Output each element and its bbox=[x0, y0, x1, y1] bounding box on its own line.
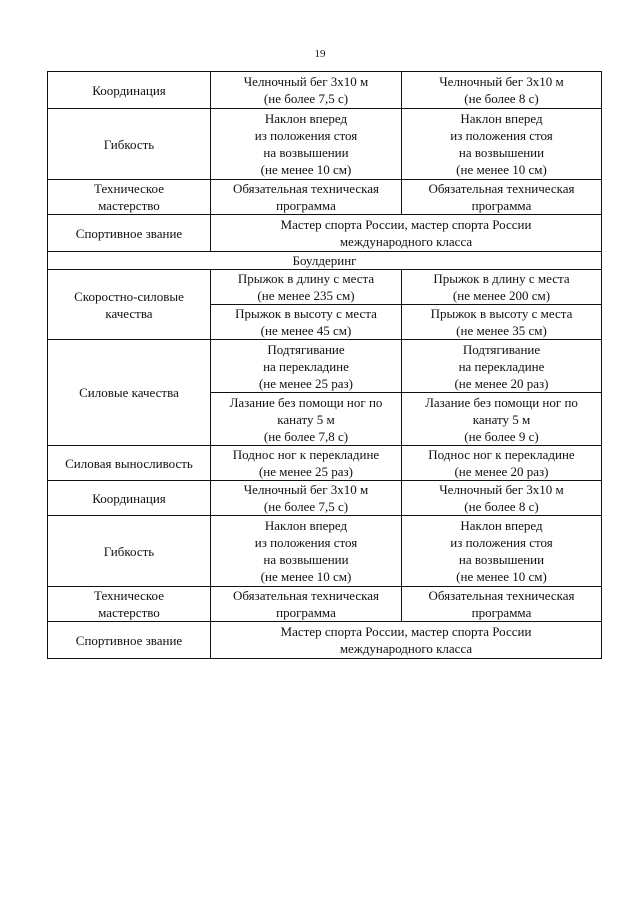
quality-cell: Скоростно-силовые качества bbox=[48, 270, 211, 340]
standard-cell: Подтягивание на перекладине (не менее 20 раз) bbox=[402, 340, 602, 393]
standard-cell: Поднос ног к перекладине (не менее 25 раз) bbox=[211, 446, 402, 481]
standard-cell: Наклон вперед из положения стоя на возвышении (не менее 10 см) bbox=[402, 516, 602, 587]
standard-cell: Наклон вперед из положения стоя на возвышении (не менее 10 см) bbox=[211, 109, 402, 180]
page-number: 19 bbox=[314, 48, 326, 60]
standard-cell: Прыжок в длину с места (не менее 235 см) bbox=[211, 270, 402, 305]
standard-cell: Наклон вперед из положения стоя на возвышении (не менее 10 см) bbox=[211, 516, 402, 587]
table-row bbox=[48, 215, 602, 252]
quality-cell: Координация bbox=[48, 72, 211, 109]
standard-cell: Челночный бег 3х10 м (не более 7,5 с) bbox=[211, 481, 402, 516]
table-row bbox=[48, 72, 602, 109]
standard-cell: Обязательная техническая программа bbox=[211, 587, 402, 622]
standard-cell: Лазание без помощи ног по канату 5 м (не более 9 с) bbox=[402, 393, 602, 446]
standard-cell: Челночный бег 3х10 м (не более 7,5 с) bbox=[211, 72, 402, 109]
standard-cell: Прыжок в высоту с места (не менее 35 см) bbox=[402, 305, 602, 340]
table-row bbox=[48, 516, 602, 587]
merged-standard-cell: Мастер спорта России, мастер спорта России международного класса bbox=[211, 622, 602, 659]
table-row bbox=[48, 481, 602, 516]
quality-cell: Силовая выносливость bbox=[48, 446, 211, 481]
standard-cell: Обязательная техническая программа bbox=[211, 180, 402, 215]
table-row bbox=[48, 622, 602, 659]
table-row bbox=[48, 109, 602, 180]
merged-standard-cell: Мастер спорта России, мастер спорта России международного класса bbox=[211, 215, 602, 252]
standard-cell: Обязательная техническая программа bbox=[402, 180, 602, 215]
standard-cell: Поднос ног к перекладине (не менее 20 раз) bbox=[402, 446, 602, 481]
quality-cell: Координация bbox=[48, 481, 211, 516]
table-row bbox=[48, 446, 602, 481]
quality-cell: Спортивное звание bbox=[48, 215, 211, 252]
quality-cell: Силовые качества bbox=[48, 340, 211, 446]
standard-cell: Прыжок в длину с места (не менее 200 см) bbox=[402, 270, 602, 305]
standard-cell: Челночный бег 3х10 м (не более 8 с) bbox=[402, 72, 602, 109]
quality-cell: Техническое мастерство bbox=[48, 587, 211, 622]
section-title: Боулдеринг bbox=[48, 252, 602, 270]
standard-cell: Обязательная техническая программа bbox=[402, 587, 602, 622]
standards-table bbox=[47, 71, 602, 659]
standard-cell: Лазание без помощи ног по канату 5 м (не более 7,8 с) bbox=[211, 393, 402, 446]
table-row bbox=[48, 180, 602, 215]
standard-cell: Челночный бег 3х10 м (не более 8 с) bbox=[402, 481, 602, 516]
quality-cell: Техническое мастерство bbox=[48, 180, 211, 215]
table-row bbox=[48, 340, 602, 393]
table-row bbox=[48, 270, 602, 305]
standard-cell: Прыжок в высоту с места (не менее 45 см) bbox=[211, 305, 402, 340]
quality-cell: Гибкость bbox=[48, 516, 211, 587]
table-row bbox=[48, 587, 602, 622]
quality-cell: Гибкость bbox=[48, 109, 211, 180]
section-row bbox=[48, 252, 602, 270]
standard-cell: Подтягивание на перекладине (не менее 25 раз) bbox=[211, 340, 402, 393]
quality-cell: Спортивное звание bbox=[48, 622, 211, 659]
standard-cell: Наклон вперед из положения стоя на возвышении (не менее 10 см) bbox=[402, 109, 602, 180]
